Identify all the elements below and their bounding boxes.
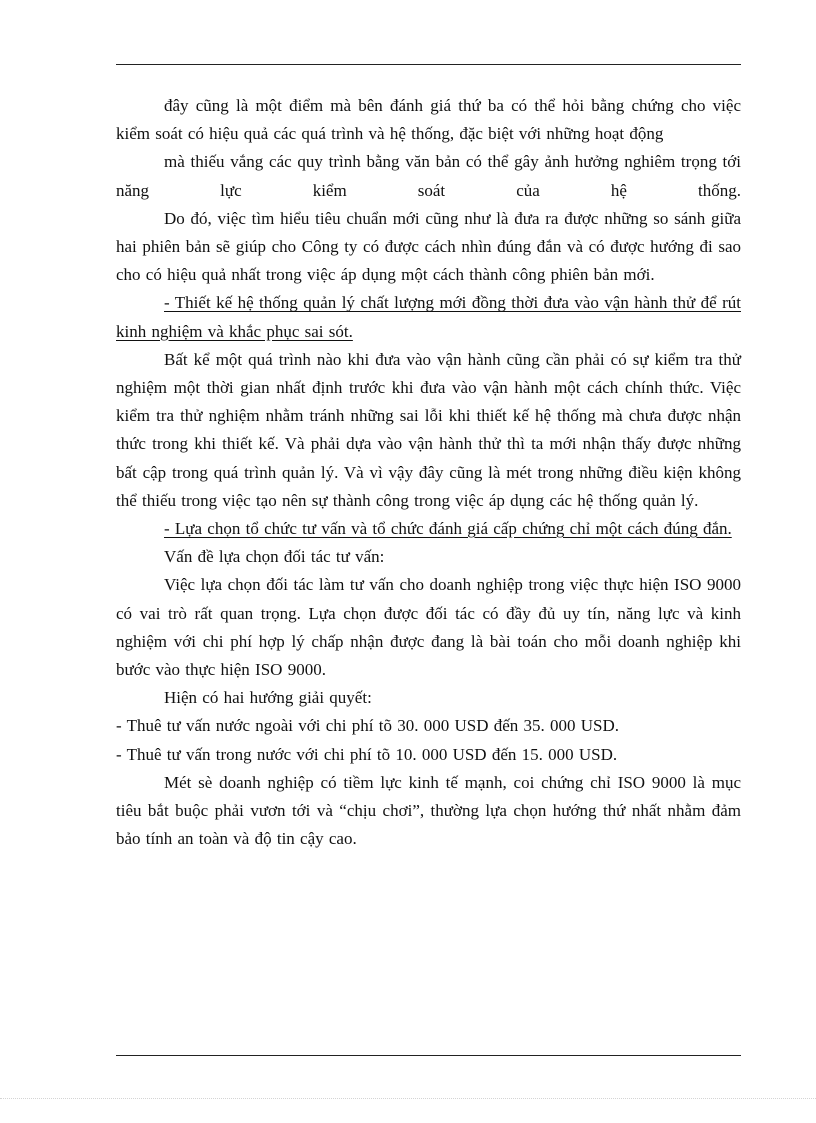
list-item-domestic-consultant: - Thuê tư vấn trong nước với chi phí tõ 10. 000 USD đến 15. 000 USD. [116,744,618,764]
section-heading-consultant-selection-text: - Lựa chọn tổ chức tư vấn và tổ chức đánh giá cấp chứng chỉ một cách đúng đắn. [164,519,732,539]
paragraph-6: Việc lựa chọn đối tác làm tư vấn cho doanh nghiệp trong việc thực hiện ISO 9000 có vai trò rất quan trọng. Lựa chọn được đối tác có đầy đủ uy tín, năng lực và kinh nghiệm với chi phí hợp lý chấp nhận được đang là bài toán cho mỗi doanh nghiệp khi bước vào thực hiện ISO 9000. [116,575,741,680]
footer-rule [116,1055,741,1056]
page-break-dots [0,1098,816,1099]
document-body [116,92,741,853]
paragraph-4: Bất kể một quá trình nào khi đưa vào vận hành cũng cần phải có sự kiểm tra thử nghiệm một thời gian nhất định trước khi đưa vào vận hành một cách chính thức. Việc kiểm tra thử nghiệm nhằm tránh những sai lỗi khi thiết kế hệ thống mà chưa được nhận thức trong khi thiết kế. Và phải dựa vào vận hành thử thì ta mới nhận thấy được những bất cập trong quá trình quản lý. Và vì vậy đây cũng là mét trong những điều kiện không thể thiếu trong việc tạo nên sự thành công trong việc áp dụng các hệ thống quản lý. [116,349,741,510]
list-item-foreign-consultant: - Thuê tư vấn nước ngoài với chi phí tõ 30. 000 USD đến 35. 000 USD. [116,716,620,736]
section-heading-design-trial-text: - Thiết kế hệ thống quản lý chất lượng mới đồng thời đưa vào vận hành thử để rút kinh nghiệm và khắc phục sai sót. [116,293,741,341]
paragraph-7: Hiện có hai hướng giải quyết: [164,688,372,708]
paragraph-1: đây cũng là một điểm mà bên đánh giá thứ ba có thể hỏi bằng chứng cho việc kiểm soát có hiệu quả các quá trình và hệ thống, đặc biệt với những hoạt động [116,96,741,144]
paragraph-3: Do đó, việc tìm hiểu tiêu chuẩn mới cũng như là đưa ra được những so sánh giữa hai phiên bản sẽ giúp cho Công ty có được cách nhìn đúng đắn và có được hướng đi sao cho có hiệu quả nhất trong việc áp dụng một cách thành công phiên bản mới. [116,208,741,285]
header-rule [116,64,741,65]
section-heading-consultant-selection [116,515,741,543]
paragraph-2: mà thiếu vắng các quy trình bằng văn bản có thể gây ảnh hưởng nghiêm trọng tới năng lực kiểm soát của hệ thống. [116,152,741,200]
section-heading-design-trial [116,289,741,345]
paragraph-8: Mét sè doanh nghiệp có tiềm lực kinh tế mạnh, coi chứng chỉ ISO 9000 là mục tiêu bắt buộc phải vươn tới và “chịu chơi”, thường lựa chọn hướng thứ nhất nhằm đảm bảo tính an toàn và độ tin cậy cao. [116,772,741,849]
paragraph-5: Vấn đề lựa chọn đối tác tư vấn: [164,547,385,567]
